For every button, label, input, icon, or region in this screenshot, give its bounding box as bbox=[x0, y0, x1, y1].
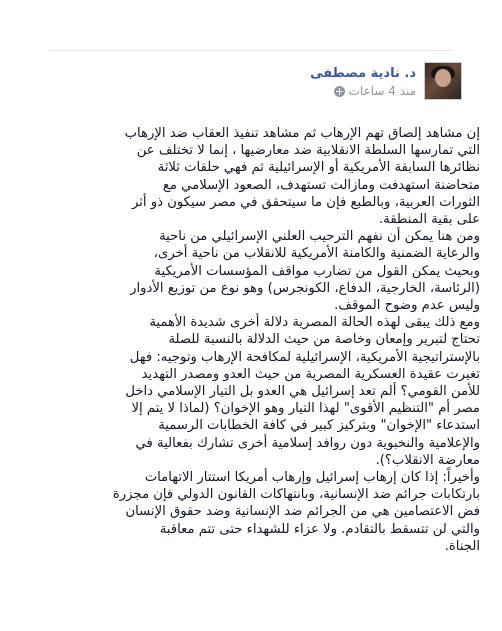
post-line: متحاضنة استهدفت ومازالت تستهدف، الصعود الإسلامي مع bbox=[162, 177, 480, 193]
post-line: تغيرت عقيدة العسكرية المصرية من حيث العدو ومصدر التهديد bbox=[141, 366, 480, 382]
timestamp-row bbox=[334, 84, 416, 98]
post-line: الجناة. bbox=[444, 538, 480, 554]
post-line: تحتاج لتبرير وإمعان وخاصة من حيث الدلالة بالنسبة للصلة bbox=[168, 332, 480, 348]
post-line: مصر أم "التنظيم الأقوى" لهذا التيار وهو الإخوان؟ (لماذا لا يتم إلا bbox=[131, 401, 480, 417]
post-line: ومع ذلك يبقى لهذه الحالة المصرية دلالة أخرى شديدة الأهمية bbox=[149, 315, 480, 331]
post-line: (الرئاسة، الخارجية، الدفاع، الكونجرس) وهو نوع من توزيع الأدوار bbox=[130, 280, 480, 296]
post-line: والتي لن تتسقط بالتقادم. ولا عزاء للشهداء حتى تتم معاقبة bbox=[159, 521, 480, 537]
post-line: والرعاية الضمنية والكامنة الأمريكية للانقلاب من ناحية أخرى، bbox=[153, 246, 480, 262]
post-line: وليس عدم وضوح الموقف. bbox=[334, 298, 480, 314]
post-line: للأمن القومي؟ ألم تعد إسرائيل هي العدو بل التيار الإسلامي داخل bbox=[125, 384, 480, 400]
post-line: إن مشاهد إلصاق تهم الإرهاب ثم مشاهد تنفيذ العقاب ضد الإرهاب bbox=[124, 126, 480, 141]
avatar[interactable] bbox=[424, 62, 462, 100]
globe-icon[interactable] bbox=[334, 86, 345, 97]
post-line: ومن هنا يمكن أن نفهم الترحيب العلني الإسرائيلي من ناحية bbox=[159, 229, 480, 245]
top-divider bbox=[50, 50, 452, 51]
post-body bbox=[20, 125, 480, 555]
author-name[interactable]: د. نادية مصطفى bbox=[310, 66, 416, 81]
post-line: على بقية المنطقة. bbox=[378, 212, 480, 228]
post-header bbox=[42, 62, 462, 102]
post-line: بارتكابات جرائم ضد الإنسانية، وبانتهاكات القانون الدولي فإن مجزرة bbox=[112, 487, 480, 503]
post-line: وأخيراً: إذا كان إرهاب إسرائيل وإرهاب أمريكا استتار الاتهامات bbox=[144, 470, 480, 486]
post-line: وبحيث يمكن القول من تضارب مواقف المؤسسات الأمريكية bbox=[154, 263, 480, 279]
post-line: والإعلامية والنخبوية دون روافد إسلامية أخرى تشارك بفعالية في bbox=[135, 435, 480, 451]
post-line: التي تمارسها السلطة الانقلابية ضد معارضيها ، إنما لا تختلف عن bbox=[136, 143, 480, 159]
timestamp[interactable]: منذ 4 ساعات bbox=[348, 84, 416, 98]
post-line: استدعاء "الإخوان" وبتركيز كبير في كافة الخطابات الرسمية bbox=[158, 418, 480, 434]
post-line: بالإستراتيجية الأمريكية، الإسرائيلية لمكافحة الإرهاب وتوجيه: فهل bbox=[129, 349, 480, 365]
post-line: معارضة الانقلاب؟). bbox=[375, 452, 480, 468]
post-line: الثورات العربية، وبالطبع فإن ما سيتحقق في مصر سيكون ذو أثر bbox=[131, 194, 480, 210]
avatar-face bbox=[435, 69, 451, 87]
post-line: نظائرها السابقة الأمريكية أو الإسرائيلية ثم فهي حلقات ثلاثة bbox=[157, 160, 480, 176]
post-line: فض الاعتصامين هي من الجرائم ضد الإنسانية وضد حقوق الإنسان bbox=[125, 504, 480, 520]
